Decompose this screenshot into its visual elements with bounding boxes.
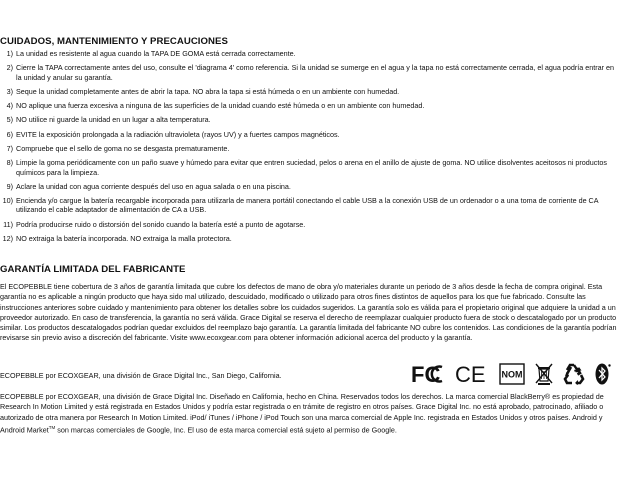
care-item-text: NO extraiga la batería incorporada. NO extraiga la malla protectora. [16,233,232,243]
legal-text-part2: son marcas comerciales de Google, Inc. El uso de esta marca comercial está sujeto al permiso de Google. [55,425,397,435]
care-item-text: Limpie la goma periódicamente con un paño suave y húmedo para evitar que entren suciedad, pelos o arena en el anillo de ajuste de goma. NO utilice disolventes aceitosos ni productos químicos para la limpieza. [16,157,607,177]
care-list-item [0,130,619,140]
care-item-text: Compruebe que el sello de goma no se desgasta prematuramente. [16,143,230,153]
care-item-text: Cierre la TAPA correctamente antes del uso, consulte el 'diagrama 4' como referencia. Si la unidad se sumerge en el agua y la tapa no está correctamente cerrada, el agua podría entrar en la unidad y anular su garantía. [16,63,615,82]
care-item-text: EVITE la exposición prolongada a la radiación ultravioleta (rayos UV) y a fuertes campos magnéticos. [16,129,340,139]
ce-mark-icon [455,363,489,385]
care-item-number: 9) [6,181,13,191]
care-list-item [0,158,619,177]
care-list-item [0,63,619,82]
bluetooth-icon [595,363,611,385]
care-list-item [0,101,619,111]
care-item-number: 3) [6,86,13,96]
certification-logos [411,362,611,386]
care-heading: CUIDADOS, MANTENIMIENTO Y PRECAUCIONES [0,36,228,47]
care-item-number: 1) [6,49,13,58]
care-item-number: 6) [6,129,13,139]
care-list [0,49,619,248]
care-item-text: Encienda y/o cargue la batería recargable incorporada para utilizarla de manera portátil conectando el cable USB a la conexión USB de un ordenador o a una toma de corriente de CA utilizando el cable adaptador de alimentación de CA a USB. [16,195,599,215]
weee-bin-icon [535,363,553,385]
care-item-text: Aclare la unidad con agua corriente después del uso en agua salada o en una piscina. [16,181,291,191]
care-item-number: 2) [6,63,13,73]
recycle-icon [563,363,585,385]
care-list-item [0,182,619,192]
fcc-label: FC [411,363,441,385]
care-item-number: 8) [6,157,13,167]
warranty-heading: GARANTÍA LIMITADA DEL FABRICANTE [0,264,186,275]
made-by-text: ECOPEBBLE por ECOXGEAR, una división de Grace Digital Inc., San Diego, California. [0,371,282,380]
legal-text-part1: ECOPEBBLE por ECOXGEAR, una división de Grace Digital Inc. Diseñado en California, hecho en China. Reservados todos los derechos. La marca comercial BlackBerry® es propiedad de Research In Motion Limited y está registrada en Estados Unidos y podría estar registrada o en trámite de registro en otros países. Grace Digital Inc. no está aprobado, patrocinado, afiliado o autorizado de otra manera por Research In Motion Limited. iPod/ iTunes / iPhone / iPod Touch son una marca comercial de Apple Inc. registrada en Estados Unidos y otros países. Android y Android Market [0,392,604,435]
care-list-item [0,115,619,125]
care-list-item [0,144,619,154]
care-item-number: 11) [3,219,13,229]
warranty-text: El ECOPEBBLE tiene cobertura de 3 años de garantía limitada que cubre los defectos de mano de obra y/o materiales durante un periodo de 3 años desde la fecha de compra original. Esta garantía no es aplicable a ningún producto que haya sido mal utilizado, descuidado, modificado o utilizado para otros fines distintos de aquellos para los que fue fabricado. Consulte las instrucciones anteriores sobre cuidado y mantenimiento para obtener los detalles sobre los cuidados sugeridos. La garantía solo es válida para el propietario original que adquiere la unidad a un proveedor autorizado. En caso de transferencia, la garantía no será válida. Grace Digital se reserva el derecho de reemplazar cualquier producto fuera de stock o descatalogado por un producto similar. Los productos descatalogados podrían quedar excluidos del reemplazo bajo garantía. La garantía limitada del fabricante NO cubre los contenidos. Las condiciones de la garantía podrían revisarse sin previo aviso a discreción del fabricante. Visite www.ecoxgear.com para obtener información adicional acerca del producto y la garantía. [0,282,617,343]
care-item-text: Podría producirse ruido o distorsión del sonido cuando la batería esté a punto de agotarse. [16,219,306,229]
legal-text [0,392,622,436]
care-list-item [0,87,619,97]
care-item-number: 5) [6,115,13,125]
nom-label: NOM [501,369,523,380]
care-item-text: La unidad es resistente al agua cuando la TAPA DE GOMA está cerrada correctamente. [16,49,296,58]
care-list-item [0,220,619,230]
trademark-mark: TM [48,424,56,430]
ce-label: CE [455,363,486,385]
care-item-number: 12) [2,233,13,243]
care-list-item [0,49,619,59]
care-item-text: NO aplique una fuerza excesiva a ninguna de las superficies de la unidad cuando esté húmeda o en un ambiente con humedad. [16,101,425,111]
nom-mark-icon [499,363,525,385]
care-item-text: NO utilice ni guarde la unidad en un lugar a alta temperatura. [16,115,211,125]
fcc-logo-icon [411,363,445,385]
care-item-number: 10) [2,195,13,205]
care-item-number: 7) [6,143,13,153]
care-item-number: 4) [6,101,13,111]
care-list-item [0,234,619,244]
care-item-text: Seque la unidad completamente antes de abrir la tapa. NO abra la tapa si está húmeda o en un ambiente con humedad. [16,86,400,96]
care-list-item [0,196,619,215]
